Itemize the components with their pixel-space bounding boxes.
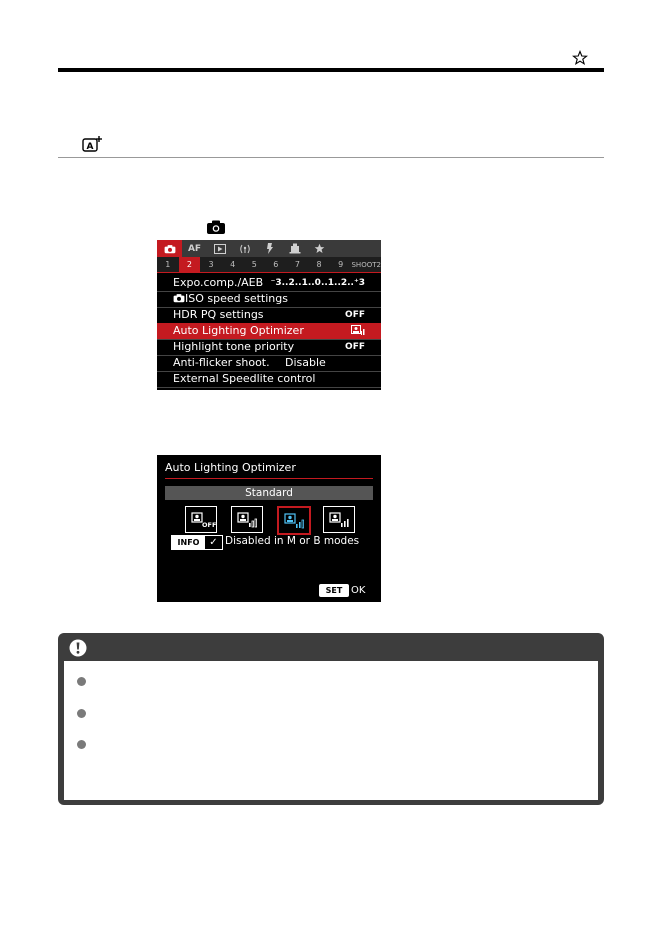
alo-low-icon	[237, 512, 257, 528]
tab-shooting[interactable]	[157, 240, 182, 257]
info-key-label: INFO	[172, 536, 205, 549]
page-number[interactable]: 7	[294, 260, 300, 269]
menu-page-indicator	[157, 257, 381, 272]
menu-row-label: ISO speed settings	[173, 291, 288, 307]
set-key-label: SET	[319, 584, 349, 597]
caution-content	[64, 661, 598, 800]
exposure-scale: ⁻3..2..1..0..1..2..⁺3	[270, 278, 365, 288]
alo-off-icon	[191, 512, 217, 529]
menu-row-expo-comp[interactable]	[157, 275, 381, 292]
bullet-icon	[77, 709, 86, 718]
page-number[interactable]: 5	[251, 260, 257, 269]
alo-standard-icon	[284, 513, 304, 529]
custom-function-icon	[289, 243, 301, 254]
menu-row-label: Anti-flicker shoot.	[173, 356, 270, 369]
alo-screen-title: Auto Lighting Optimizer	[165, 461, 296, 474]
star-icon	[572, 50, 588, 66]
svg-text:A: A	[86, 142, 94, 152]
menu-row-label: Highlight tone priority	[173, 340, 295, 353]
page-tab-name: SHOOT2	[351, 260, 381, 269]
menu-divider	[157, 272, 381, 273]
caution-box	[58, 633, 604, 805]
page-number[interactable]: 3	[208, 260, 214, 269]
tab-my-menu[interactable]	[307, 240, 332, 257]
alo-option-standard[interactable]	[277, 506, 311, 535]
menu-row-value: Disable	[285, 356, 326, 369]
menu-row-highlight-tone[interactable]	[157, 339, 381, 356]
info-button-badge[interactable]	[171, 535, 223, 550]
camera-icon	[206, 219, 226, 235]
scene-intelligent-auto-icon	[82, 135, 104, 153]
tab-playback[interactable]	[207, 240, 232, 257]
alo-option-high[interactable]	[323, 506, 355, 533]
tab-setup[interactable]	[257, 240, 282, 257]
camera-icon	[164, 244, 176, 254]
menu-row-label: Auto Lighting Optimizer	[173, 324, 304, 337]
tab-custom-functions[interactable]	[282, 240, 307, 257]
tab-wireless[interactable]	[232, 240, 257, 257]
tab-af[interactable]: AF	[187, 243, 202, 254]
menu-row-label: HDR PQ settings	[173, 308, 264, 321]
menu-row-anti-flicker[interactable]	[157, 355, 381, 372]
header-rule	[58, 68, 604, 72]
alo-standard-icon	[351, 325, 365, 336]
menu-tab-bar	[157, 240, 381, 257]
menu-row-label: Expo.comp./AEB	[173, 276, 264, 289]
page-number-active[interactable]: 2	[179, 257, 201, 272]
menu-row-label: External Speedlite control	[173, 372, 316, 385]
bullet-icon	[77, 740, 86, 749]
alo-option-off[interactable]	[185, 506, 217, 533]
page-number[interactable]: 6	[273, 260, 279, 269]
camera-menu-screen	[157, 240, 381, 390]
set-ok-button[interactable]	[319, 584, 365, 597]
menu-row-external-speedlite[interactable]	[157, 371, 381, 388]
alo-title-divider	[165, 478, 373, 479]
menu-row-hdr-pq[interactable]	[157, 307, 381, 324]
page-number[interactable]: 1	[165, 260, 171, 269]
alo-option-low[interactable]	[231, 506, 263, 533]
alo-current-value: Standard	[165, 486, 373, 500]
menu-row-value: OFF	[345, 342, 365, 352]
menu-row-value: OFF	[345, 310, 365, 320]
menu-row-iso-speed[interactable]	[157, 291, 381, 308]
disabled-in-m-b-text: Disabled in M or B modes	[225, 535, 360, 547]
alo-high-icon	[329, 512, 349, 528]
ok-label: OK	[351, 585, 366, 596]
alo-settings-screen	[157, 455, 381, 602]
camera-icon	[173, 293, 185, 303]
page-number[interactable]: 9	[338, 260, 344, 269]
section-rule	[58, 157, 604, 158]
menu-row-auto-lighting-optimizer[interactable]	[157, 323, 381, 340]
page-number[interactable]: 4	[230, 260, 236, 269]
wrench-icon	[265, 243, 275, 254]
caution-icon	[69, 639, 87, 657]
bullet-icon	[77, 677, 86, 686]
svg-text:OFF: OFF	[202, 520, 217, 529]
playback-icon	[214, 244, 226, 254]
wireless-icon	[239, 244, 251, 254]
my-menu-star-icon	[314, 243, 325, 254]
check-icon: ✓	[209, 537, 218, 548]
page-number[interactable]: 8	[316, 260, 322, 269]
